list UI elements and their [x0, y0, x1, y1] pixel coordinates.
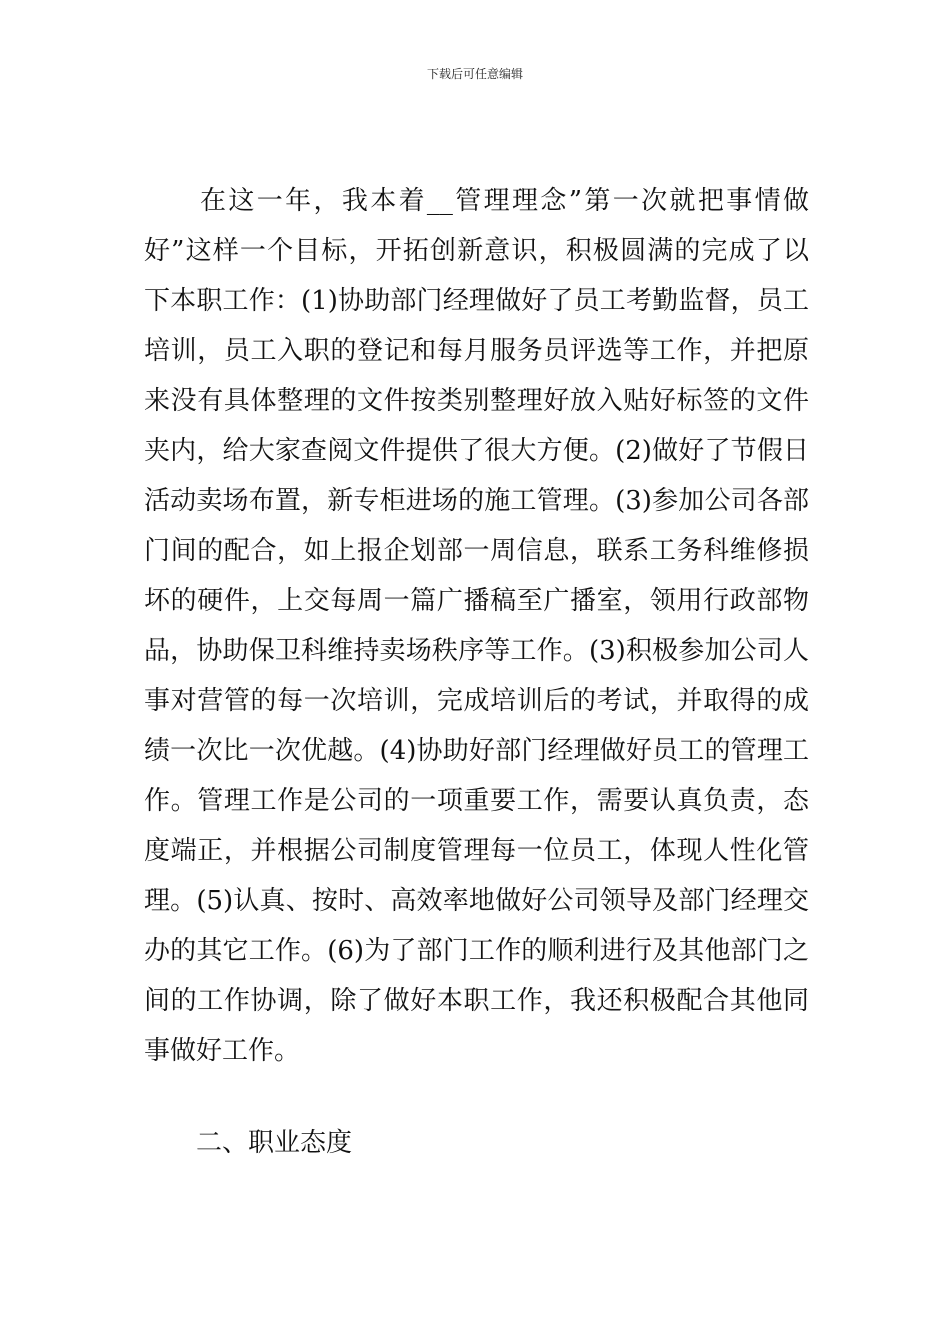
paragraph-line: 门间的配合，如上报企划部一周信息，联系工务科维修损: [144, 536, 809, 566]
paragraph-line: 办的其它工作。(6)为了部门工作的顺利进行及其他部门之: [144, 936, 809, 966]
paragraph-line: 坏的硬件，上交每周一篇广播稿至广播室，领用行政部物: [144, 586, 809, 616]
paragraph-line: 绩一次比一次优越。(4)协助好部门经理做好员工的管理工: [144, 736, 809, 766]
paragraph-line: 好”这样一个目标，开拓创新意识，积极圆满的完成了以: [144, 236, 809, 266]
paragraph-line: 间的工作协调，除了做好本职工作，我还积极配合其他同: [144, 986, 809, 1016]
paragraph-line: 品，协助保卫科维持卖场秩序等工作。(3)积极参加公司人: [144, 636, 809, 666]
paragraph-line: 在这一年，我本着__管理理念”第一次就把事情做: [200, 186, 809, 216]
paragraph-line: 作。管理工作是公司的一项重要工作，需要认真负责，态: [144, 786, 809, 816]
body-paragraph: [144, 176, 809, 1076]
paragraph-line: 理。(5)认真、按时、高效率地做好公司领导及部门经理交: [144, 886, 809, 916]
paragraph-line: 培训，员工入职的登记和每月服务员评选等工作，并把原: [144, 336, 809, 366]
section-heading: 二、职业态度: [196, 1128, 353, 1158]
paragraph-line: 活动卖场布置，新专柜进场的施工管理。(3)参加公司各部: [144, 486, 809, 516]
paragraph-line: 事对营管的每一次培训，完成培训后的考试，并取得的成: [144, 686, 809, 716]
paragraph-line: 事做好工作。: [144, 1036, 301, 1066]
paragraph-line: 夹内，给大家查阅文件提供了很大方便。(2)做好了节假日: [144, 436, 809, 466]
paragraph-line: 来没有具体整理的文件按类别整理好放入贴好标签的文件: [144, 386, 809, 416]
paragraph-line: 下本职工作：(1)协助部门经理做好了员工考勤监督，员工: [144, 286, 809, 316]
page-header: 下载后可任意编辑: [426, 67, 523, 81]
paragraph-line: 度端正，并根据公司制度管理每一位员工，体现人性化管: [144, 836, 809, 866]
